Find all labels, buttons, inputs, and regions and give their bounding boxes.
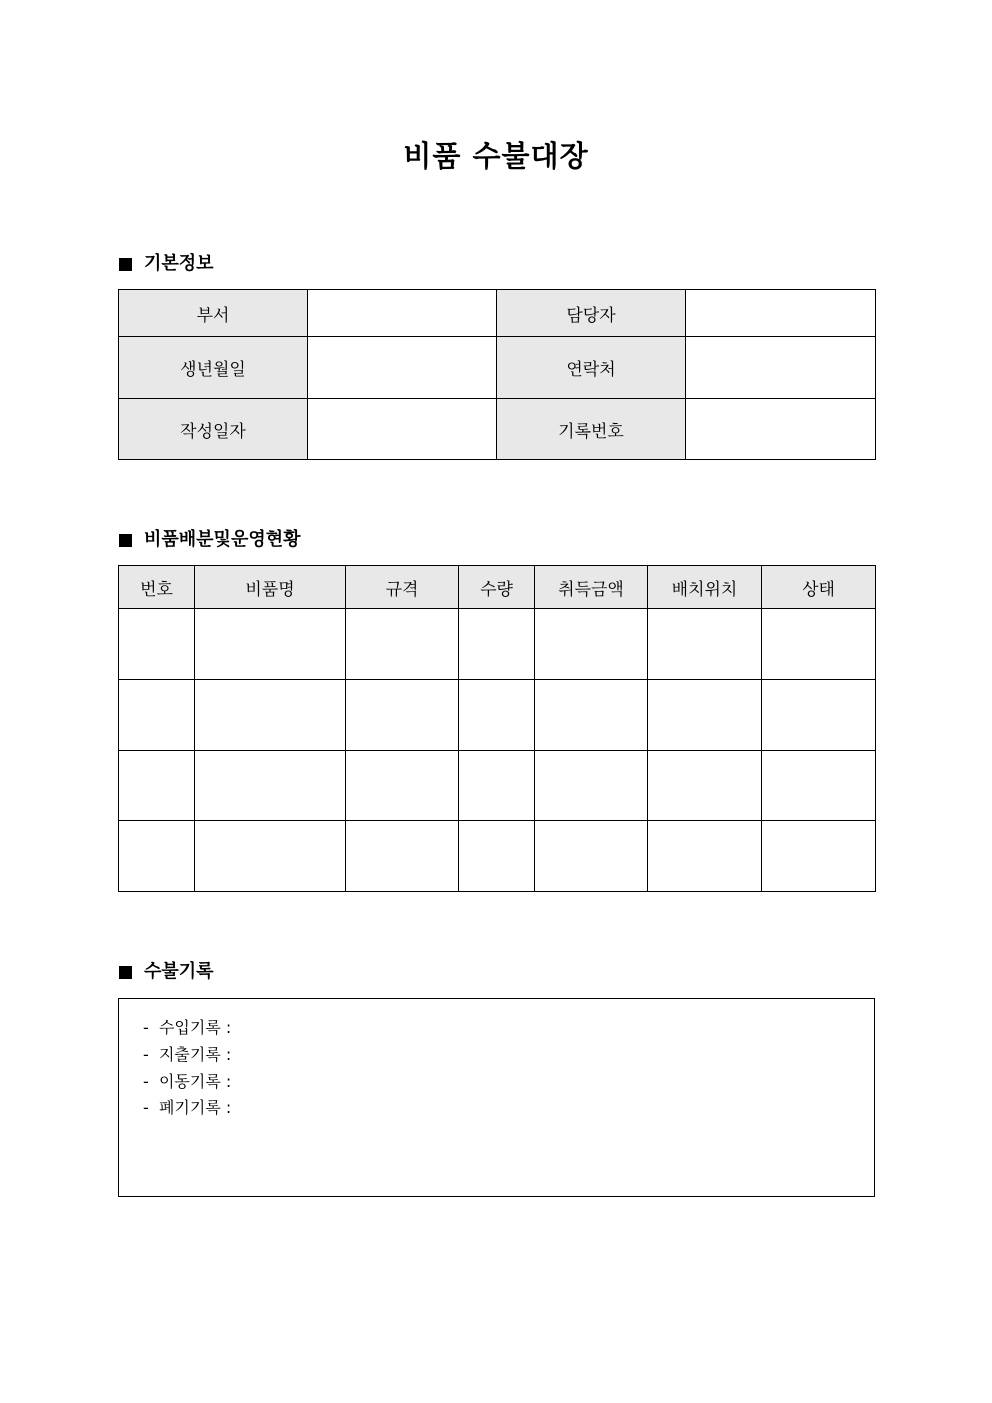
record-line-expense: - 지출기록 :: [143, 1045, 232, 1064]
table-cell[interactable]: [648, 751, 762, 821]
table-cell[interactable]: [195, 609, 346, 680]
record-line-income: - 수입기록 :: [143, 1018, 232, 1037]
date-written-field[interactable]: [308, 399, 497, 460]
table-row: [119, 751, 876, 821]
table-cell[interactable]: [195, 821, 346, 892]
table-cell[interactable]: [648, 609, 762, 680]
label-date-written: 작성일자: [119, 399, 308, 460]
table-cell[interactable]: [762, 680, 876, 751]
section-heading-label: 기본정보: [144, 253, 214, 274]
page-title: 비품 수불대장: [403, 139, 589, 173]
label-birthdate: 생년월일: [119, 337, 308, 399]
table-cell[interactable]: [535, 609, 648, 680]
section-heading-distribution: [119, 528, 301, 552]
label-contact: 연락처: [497, 337, 686, 399]
basic-info-table: [118, 289, 876, 460]
table-row: [119, 337, 876, 399]
manager-field[interactable]: [686, 290, 876, 337]
table-cell[interactable]: [762, 751, 876, 821]
square-bullet-icon: [119, 258, 132, 271]
table-cell[interactable]: [346, 751, 459, 821]
record-number-field[interactable]: [686, 399, 876, 460]
department-field[interactable]: [308, 290, 497, 337]
table-cell[interactable]: [535, 751, 648, 821]
records-box[interactable]: [118, 998, 875, 1197]
table-cell[interactable]: [119, 821, 195, 892]
column-header-quantity: 수량: [459, 566, 535, 609]
table-cell[interactable]: [119, 680, 195, 751]
table-cell[interactable]: [459, 751, 535, 821]
table-cell[interactable]: [119, 609, 195, 680]
section-heading-label: 비품배분및운영현황: [144, 529, 301, 550]
table-row: [119, 680, 876, 751]
section-heading-basic-info: [119, 252, 214, 276]
square-bullet-icon: [119, 966, 132, 979]
table-cell[interactable]: [762, 821, 876, 892]
record-line-transfer: - 이동기록 :: [143, 1072, 232, 1091]
table-row: [119, 609, 876, 680]
table-cell[interactable]: [648, 680, 762, 751]
table-cell[interactable]: [459, 821, 535, 892]
table-cell[interactable]: [195, 680, 346, 751]
square-bullet-icon: [119, 534, 132, 547]
table-row: [119, 399, 876, 460]
column-header-acquisition-cost: 취득금액: [535, 566, 648, 609]
table-cell[interactable]: [459, 680, 535, 751]
column-header-item-name: 비품명: [195, 566, 346, 609]
column-header-spec: 규격: [346, 566, 459, 609]
label-manager: 담당자: [497, 290, 686, 337]
table-row: [119, 290, 876, 337]
label-department: 부서: [119, 290, 308, 337]
table-cell[interactable]: [119, 751, 195, 821]
record-line-disposal: - 폐기기록 :: [143, 1098, 232, 1117]
contact-field[interactable]: [686, 337, 876, 399]
table-row: [119, 821, 876, 892]
table-cell[interactable]: [346, 609, 459, 680]
table-cell[interactable]: [195, 751, 346, 821]
birthdate-field[interactable]: [308, 337, 497, 399]
distribution-table: [118, 565, 876, 892]
table-cell[interactable]: [535, 680, 648, 751]
table-header-row: [119, 566, 876, 609]
section-heading-records: [119, 960, 214, 984]
label-record-number: 기록번호: [497, 399, 686, 460]
table-cell[interactable]: [535, 821, 648, 892]
table-cell[interactable]: [459, 609, 535, 680]
table-cell[interactable]: [346, 821, 459, 892]
table-cell[interactable]: [346, 680, 459, 751]
column-header-status: 상태: [762, 566, 876, 609]
section-heading-label: 수불기록: [144, 961, 214, 982]
column-header-location: 배치위치: [648, 566, 762, 609]
column-header-number: 번호: [119, 566, 195, 609]
table-cell[interactable]: [762, 609, 876, 680]
table-cell[interactable]: [648, 821, 762, 892]
